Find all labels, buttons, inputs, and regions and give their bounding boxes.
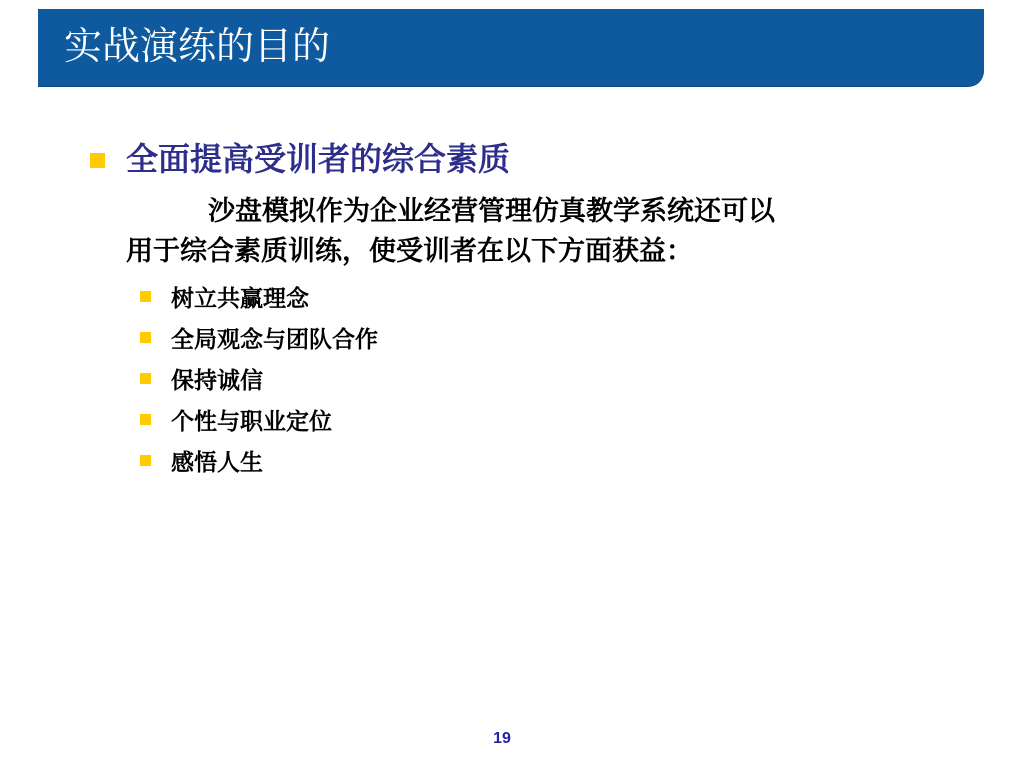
list-item-text: 树立共赢理念 (171, 286, 309, 312)
paragraph-line-1: 沙盘模拟作为企业经营管理仿真教学系统还可以 (208, 196, 775, 227)
list-item-text: 全局观念与团队合作 (171, 327, 378, 353)
paragraph-line-2: 用于综合素质训练，使受训者在以下方面获益： (126, 236, 693, 267)
list-item (140, 399, 378, 440)
body-paragraph (126, 192, 946, 272)
list-item-text: 保持诚信 (171, 368, 263, 394)
square-bullet-icon (140, 373, 151, 384)
square-bullet-icon (140, 291, 151, 302)
main-bullet-item (90, 136, 510, 182)
square-bullet-icon (140, 332, 151, 343)
list-item-text: 感悟人生 (171, 450, 263, 476)
benefit-list (140, 276, 378, 481)
square-bullet-icon (140, 455, 151, 466)
title-bar (38, 9, 984, 86)
main-heading: 全面提高受训者的综合素质 (126, 140, 511, 178)
page-number: 19 (493, 730, 511, 747)
square-bullet-icon (90, 153, 105, 168)
slide-title: 实战演练的目的 (64, 24, 331, 68)
list-item (140, 440, 378, 481)
list-item-text: 个性与职业定位 (171, 409, 332, 435)
list-item (140, 358, 378, 399)
square-bullet-icon (140, 414, 151, 425)
list-item (140, 276, 378, 317)
list-item (140, 317, 378, 358)
